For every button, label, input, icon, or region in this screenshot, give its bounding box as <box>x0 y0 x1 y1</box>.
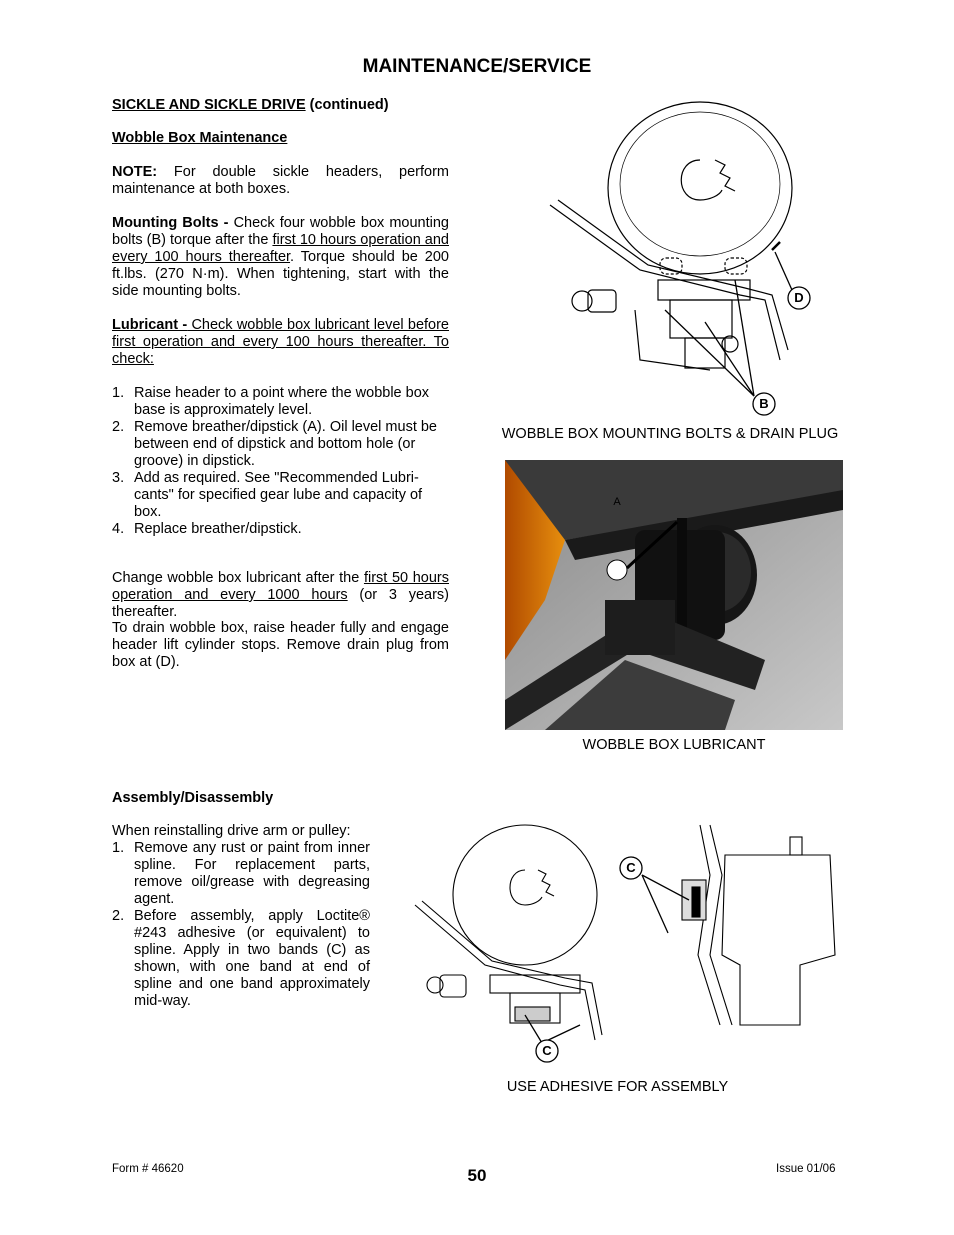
assembly-intro: When reinstalling drive arm or pulley: <box>112 823 351 839</box>
mounting-paragraph <box>112 215 449 300</box>
assembly-heading: Assembly/Disassembly <box>112 790 274 806</box>
note-label: NOTE: <box>112 164 158 180</box>
section-heading-suffix: (continued) <box>305 97 389 113</box>
section-heading-text: SICKLE AND SICKLE DRIVE <box>112 97 306 113</box>
page-title: MAINTENANCE/SERVICE <box>362 56 592 77</box>
change-text-1: Change wobble box lubricant after the <box>112 570 364 586</box>
list-item: 2. Before assembly, apply Loctite® #243 adhesive (or equivalent) to spline. Apply in two bands (C) as shown, with one band at end of spline and one band approximately mid-way. <box>112 908 370 1009</box>
list-item: 4. Replace breather/dipstick. <box>112 521 302 537</box>
mounting-underline: first 10 hours operation and every 100 hours thereafter <box>112 232 449 265</box>
issue-date: Issue 01/06 <box>776 1163 836 1175</box>
change-text-2: (or 3 years) thereafter. <box>112 587 449 620</box>
form-number: Form # 46620 <box>112 1163 184 1175</box>
change-underline: first 50 hours operation and every 1000 hours <box>112 570 449 603</box>
note-paragraph <box>112 164 449 198</box>
list-item: 1. Remove any rust or paint from inner spline. For replacement parts, remove oil/grease with degreasing agent. <box>112 840 370 907</box>
label-d: D <box>794 290 804 305</box>
lubricant-underline: Check wobble box lubricant level before first operation and every 100 hours thereafter. To check: <box>112 317 450 367</box>
wobble-box-bolts-figure <box>540 100 820 420</box>
lubricant-label: Lubricant - <box>112 317 188 333</box>
lubricant-steps <box>112 385 449 538</box>
mounting-text-2: . Torque should be 200 ft.lbs. (270 N·m). When tightening, start with the side mounting bolts. <box>112 249 449 299</box>
change-paragraph <box>112 570 449 621</box>
figure-2-caption: WOBBLE BOX LUBRICANT <box>582 737 766 753</box>
list-item: 1. Raise header to a point where the wobble box base is approximately level. <box>112 385 430 418</box>
label-c-lower: C <box>542 1043 552 1058</box>
drain-paragraph: To drain wobble box, raise header fully and engage header lift cylinder stops. Remove drain plug from box at (D). <box>112 620 449 670</box>
page-number: 50 <box>467 1166 487 1185</box>
list-item: 2. Remove breather/dipstick (A). Oil level must be between end of dipstick and bottom hole (or groove) in dipstick. <box>112 419 437 469</box>
wobble-heading: Wobble Box Maintenance <box>112 130 288 146</box>
lubricant-paragraph <box>112 317 449 368</box>
label-a: A <box>613 496 621 508</box>
label-b: B <box>759 396 769 411</box>
label-c-upper: C <box>626 860 636 875</box>
assembly-steps <box>112 840 370 1010</box>
mounting-label: Mounting Bolts - <box>112 215 229 231</box>
figure-3-caption: USE ADHESIVE FOR ASSEMBLY <box>506 1079 729 1095</box>
adhesive-assembly-figure <box>410 815 845 1065</box>
section-heading <box>112 97 449 114</box>
wobble-box-lubricant-photo <box>505 460 843 730</box>
mounting-text-1: Check four wobble box mounting bolts (B) torque after the <box>112 215 449 248</box>
figure-1-caption: WOBBLE BOX MOUNTING BOLTS & DRAIN PLUG <box>501 426 839 442</box>
list-item: 3. Add as required. See "Recommended Lubri-cants" for specified gear lube and capacity of box. <box>112 470 423 520</box>
note-text: For double sickle headers, perform maintenance at both boxes. <box>112 164 449 197</box>
